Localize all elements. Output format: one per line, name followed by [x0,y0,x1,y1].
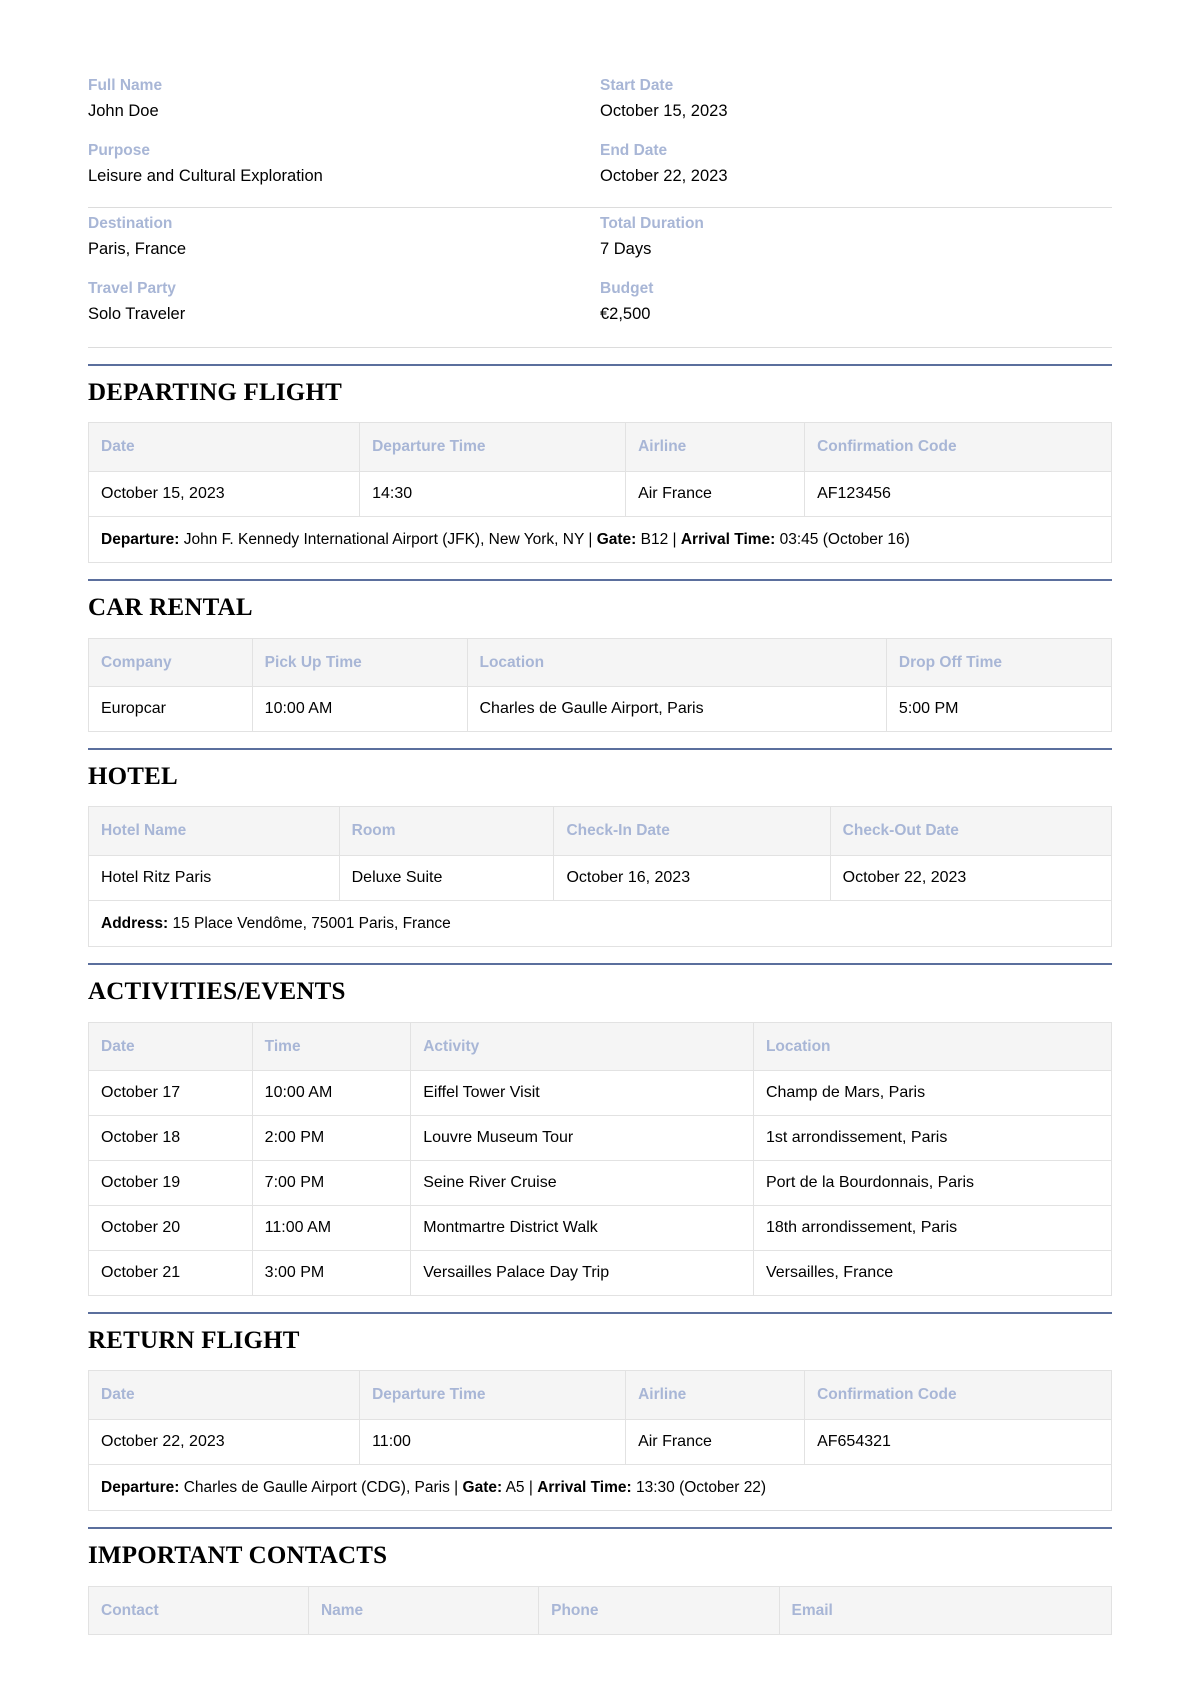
departure-note-airport: Charles de Gaulle Airport (CDG), Paris | [179,1478,463,1496]
column-header-confirmation-code: Confirmation Code [805,1371,1112,1420]
cell-date: October 19 [89,1161,253,1206]
departure-note-label: Departure: [101,530,180,548]
cell-check-out-date: October 22, 2023 [830,855,1111,900]
cell-activity: Montmartre District Walk [411,1206,754,1251]
cell-time: 3:00 PM [252,1251,411,1296]
gate-note-label: Gate: [596,530,637,548]
trip-info-col-right [600,216,1112,333]
table-note-row [89,900,1112,947]
total-duration-label: Total Duration [600,215,704,232]
activities-title: ACTIVITIES/EVENTS [88,978,346,1006]
column-header-room: Room [339,807,554,856]
cell-location: Port de la Bourdonnais, Paris [753,1161,1111,1206]
table-note-row [89,516,1112,563]
address-note-value: 15 Place Vendôme, 75001 Paris, France [168,914,451,932]
cell-departure-time: 11:00 [360,1419,626,1464]
travel-party-label: Travel Party [88,280,176,297]
section-rule [88,364,1112,366]
arrival-time-note-label: Arrival Time: [537,1478,632,1496]
cell-confirmation-code: AF123456 [805,471,1112,516]
table-header-row [89,423,1112,472]
table-header-row [89,1586,1112,1635]
departure-note-label: Departure: [101,1478,180,1496]
important-contacts-section [88,1527,1112,1635]
column-header-pick-up-time: Pick Up Time [252,638,467,687]
purpose-label: Purpose [88,142,151,159]
column-header-email: Email [779,1586,1112,1635]
car-rental-table [88,638,1112,733]
table-header-row [89,807,1112,856]
cell-company: Europcar [89,687,253,732]
cell-time: 11:00 AM [252,1206,411,1251]
column-header-hotel-name: Hotel Name [89,807,340,856]
cell-time: 7:00 PM [252,1161,411,1206]
hotel-address-note [89,900,1112,947]
important-contacts-title: IMPORTANT CONTACTS [88,1542,388,1570]
column-header-departure-time: Departure Time [360,1371,626,1420]
column-header-date: Date [89,1022,253,1071]
cell-activity: Louvre Museum Tour [411,1116,754,1161]
departing-flight-section [88,364,1112,563]
column-header-date: Date [89,1371,360,1420]
cell-location: 18th arrondissement, Paris [753,1206,1111,1251]
car-rental-title: CAR RENTAL [88,594,253,622]
traveler-info-group-1 [88,78,1112,195]
table-row [89,1116,1112,1161]
table-row [89,1251,1112,1296]
activities-table [88,1022,1112,1297]
full-name-value: John Doe [88,101,159,120]
cell-date: October 20 [89,1206,253,1251]
column-header-activity: Activity [411,1022,754,1071]
cell-drop-off-time: 5:00 PM [886,687,1111,732]
hotel-section [88,748,1112,947]
traveler-info-col-left [88,78,600,195]
cell-activity: Eiffel Tower Visit [411,1071,754,1116]
table-row [89,1206,1112,1251]
cell-location: Versailles, France [753,1251,1111,1296]
return-departure-details-note [89,1464,1112,1511]
table-header-row [89,1022,1112,1071]
cell-confirmation-code: AF654321 [805,1419,1112,1464]
address-note-label: Address: [101,914,169,932]
section-rule [88,1312,1112,1314]
column-header-name: Name [308,1586,538,1635]
departure-note-airport: John F. Kennedy International Airport (JFK), New York, NY | [179,530,597,548]
cell-room: Deluxe Suite [339,855,554,900]
arrival-time-note-value: 13:30 (October 22) [631,1478,767,1496]
cell-date: October 18 [89,1116,253,1161]
table-row [89,687,1112,732]
cell-time: 2:00 PM [252,1116,411,1161]
return-flight-table [88,1370,1112,1511]
table-row [89,855,1112,900]
column-header-departure-time: Departure Time [360,423,626,472]
gate-note-value: A5 | [502,1478,538,1496]
destination-value: Paris, France [88,239,187,258]
hotel-title: HOTEL [88,763,178,790]
column-header-confirmation-code: Confirmation Code [805,423,1112,472]
column-header-time: Time [252,1022,411,1071]
info-divider [88,207,1112,208]
return-flight-title: RETURN FLIGHT [88,1327,300,1354]
gate-note-label: Gate: [462,1478,503,1496]
hotel-table [88,806,1112,947]
column-header-location: Location [753,1022,1111,1071]
car-rental-section [88,579,1112,732]
cell-activity: Versailles Palace Day Trip [411,1251,754,1296]
column-header-date: Date [89,423,360,472]
end-date-label: End Date [600,142,668,159]
departure-details-note [89,516,1112,563]
section-rule [88,963,1112,965]
table-row [89,1071,1112,1116]
cell-pick-up-time: 10:00 AM [252,687,467,732]
cell-date: October 21 [89,1251,253,1296]
column-header-airline: Airline [626,1371,805,1420]
budget-label: Budget [600,280,654,297]
table-note-row [89,1464,1112,1511]
full-name-label: Full Name [88,77,163,94]
start-date-label: Start Date [600,77,674,94]
cell-check-in-date: October 16, 2023 [554,855,830,900]
traveler-info-group-2 [88,216,1112,333]
section-rule [88,748,1112,750]
column-header-contact: Contact [89,1586,309,1635]
start-date-value: October 15, 2023 [600,101,728,120]
cell-airline: Air France [626,1419,805,1464]
cell-departure-time: 14:30 [360,471,626,516]
important-contacts-table [88,1586,1112,1636]
cell-time: 10:00 AM [252,1071,411,1116]
activities-section [88,963,1112,1296]
column-header-location: Location [467,638,886,687]
column-header-drop-off-time: Drop Off Time [886,638,1111,687]
info-bottom-rule [88,347,1112,348]
departing-flight-table [88,422,1112,563]
column-header-airline: Airline [626,423,805,472]
column-header-phone: Phone [539,1586,779,1635]
cell-date: October 17 [89,1071,253,1116]
cell-date: October 15, 2023 [89,471,360,516]
gate-note-value: B12 | [636,530,681,548]
purpose-value: Leisure and Cultural Exploration [88,166,323,185]
column-header-check-in-date: Check-In Date [554,807,830,856]
traveler-info-col-right [600,78,1112,195]
end-date-value: October 22, 2023 [600,166,728,185]
travel-party-value: Solo Traveler [88,304,186,323]
cell-location: 1st arrondissement, Paris [753,1116,1111,1161]
column-header-check-out-date: Check-Out Date [830,807,1111,856]
column-header-company: Company [89,638,253,687]
table-row [89,1161,1112,1206]
cell-activity: Seine River Cruise [411,1161,754,1206]
table-row [89,1419,1112,1464]
cell-location: Charles de Gaulle Airport, Paris [467,687,886,732]
table-header-row [89,1371,1112,1420]
destination-label: Destination [88,215,173,232]
table-row [89,471,1112,516]
trip-info-col-left [88,216,600,333]
traveler-info-section [88,78,1112,348]
cell-date: October 22, 2023 [89,1419,360,1464]
departing-flight-title: DEPARTING FLIGHT [88,379,342,406]
total-duration-value: 7 Days [600,239,652,258]
arrival-time-note-value: 03:45 (October 16) [775,530,910,548]
arrival-time-note-label: Arrival Time: [680,530,776,548]
section-rule [88,579,1112,581]
section-rule [88,1527,1112,1529]
table-header-row [89,638,1112,687]
budget-value: €2,500 [600,304,651,323]
cell-hotel-name: Hotel Ritz Paris [89,855,340,900]
cell-location: Champ de Mars, Paris [753,1071,1111,1116]
return-flight-section [88,1312,1112,1511]
cell-airline: Air France [626,471,805,516]
